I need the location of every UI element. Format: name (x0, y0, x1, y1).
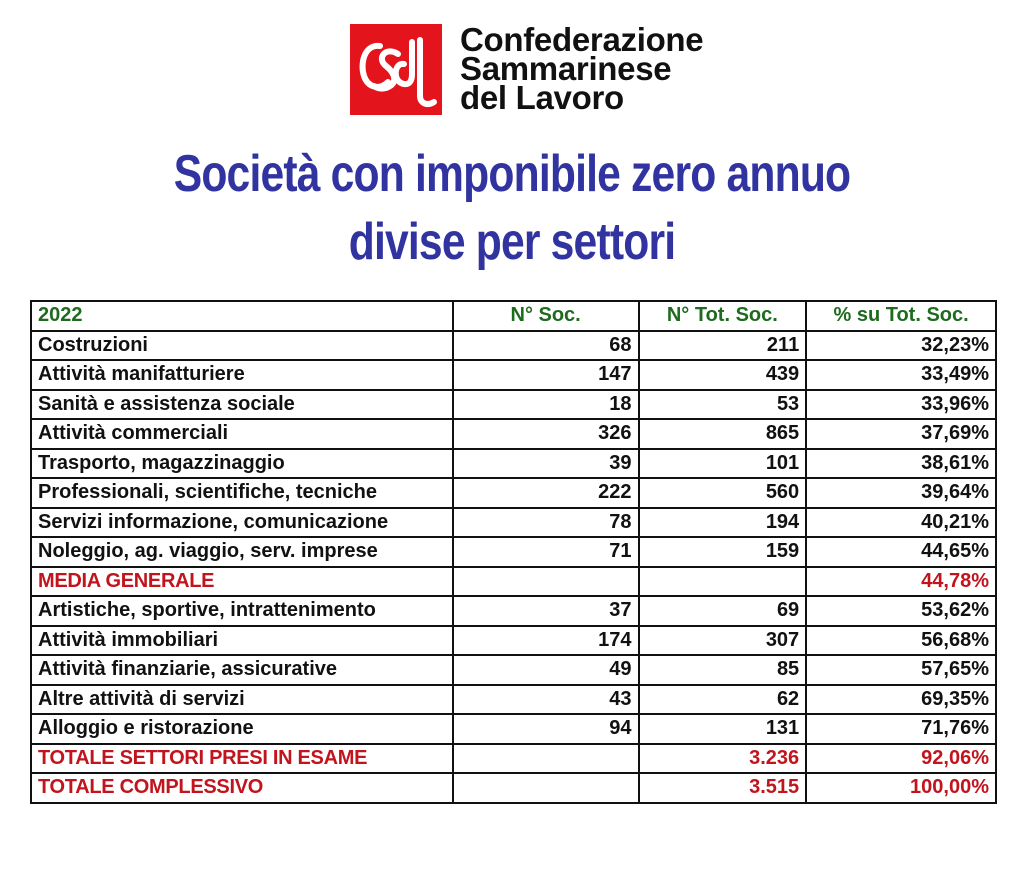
row-n-tot-soc (639, 567, 807, 597)
row-n-soc: 18 (453, 390, 639, 420)
title-line-1: Società con imponibile zero annuo (173, 145, 851, 203)
organization-name (460, 21, 704, 116)
row-n-tot-soc: 69 (639, 596, 807, 626)
row-n-tot-soc: 307 (639, 626, 807, 656)
row-n-tot-soc: 53 (639, 390, 807, 420)
header-year: 2022 (31, 301, 453, 331)
row-label: Sanità e assistenza sociale (31, 390, 453, 420)
row-n-soc (453, 567, 639, 597)
row-n-tot-soc: 865 (639, 419, 807, 449)
row-pct-tot-soc: 69,35% (806, 685, 996, 715)
row-label: Altre attività di servizi (31, 685, 453, 715)
row-n-tot-soc: 62 (639, 685, 807, 715)
row-n-soc: 326 (453, 419, 639, 449)
row-pct-tot-soc: 71,76% (806, 714, 996, 744)
row-n-soc: 49 (453, 655, 639, 685)
row-pct-tot-soc: 56,68% (806, 626, 996, 656)
table-row (31, 567, 996, 597)
row-n-tot-soc: 101 (639, 449, 807, 479)
row-n-tot-soc: 560 (639, 478, 807, 508)
row-n-tot-soc: 194 (639, 508, 807, 538)
table-row (31, 449, 996, 479)
row-n-soc: 147 (453, 360, 639, 390)
row-n-tot-soc: 131 (639, 714, 807, 744)
csdl-logo-icon (350, 24, 442, 115)
table-row (31, 773, 996, 803)
table-body (31, 301, 996, 803)
table-row (31, 390, 996, 420)
row-n-tot-soc: 159 (639, 537, 807, 567)
row-pct-tot-soc: 100,00% (806, 773, 996, 803)
header-pct-tot-soc: % su Tot. Soc. (806, 301, 996, 331)
row-pct-tot-soc: 44,65% (806, 537, 996, 567)
row-label: TOTALE SETTORI PRESI IN ESAME (31, 744, 453, 774)
row-label: Attività finanziarie, assicurative (31, 655, 453, 685)
row-n-soc: 43 (453, 685, 639, 715)
row-label: Costruzioni (31, 331, 453, 361)
row-label: Trasporto, magazzinaggio (31, 449, 453, 479)
row-label: MEDIA GENERALE (31, 567, 453, 597)
row-n-tot-soc: 439 (639, 360, 807, 390)
table-row (31, 596, 996, 626)
row-label: TOTALE COMPLESSIVO (31, 773, 453, 803)
row-pct-tot-soc: 92,06% (806, 744, 996, 774)
row-n-soc: 37 (453, 596, 639, 626)
title-line-2: divise per settori (348, 213, 676, 271)
header (350, 21, 770, 116)
row-pct-tot-soc: 44,78% (806, 567, 996, 597)
table-header-row (31, 301, 996, 331)
row-label: Attività commerciali (31, 419, 453, 449)
table-row (31, 508, 996, 538)
table-row (31, 744, 996, 774)
row-pct-tot-soc: 57,65% (806, 655, 996, 685)
row-n-tot-soc: 3.515 (639, 773, 807, 803)
org-name-line-2: Sammarinese (460, 50, 672, 87)
logo-mark (350, 24, 442, 115)
table-row (31, 331, 996, 361)
row-label: Servizi informazione, comunicazione (31, 508, 453, 538)
row-n-soc: 222 (453, 478, 639, 508)
row-pct-tot-soc: 33,96% (806, 390, 996, 420)
row-pct-tot-soc: 39,64% (806, 478, 996, 508)
sector-table (30, 300, 997, 804)
row-n-tot-soc: 3.236 (639, 744, 807, 774)
header-n-soc: N° Soc. (453, 301, 639, 331)
row-n-soc: 71 (453, 537, 639, 567)
org-name-line-3: del Lavoro (460, 79, 624, 116)
row-label: Artistiche, sportive, intrattenimento (31, 596, 453, 626)
row-pct-tot-soc: 37,69% (806, 419, 996, 449)
row-label: Professionali, scientifiche, tecniche (31, 478, 453, 508)
row-n-tot-soc: 211 (639, 331, 807, 361)
row-n-soc: 68 (453, 331, 639, 361)
row-label: Attività immobiliari (31, 626, 453, 656)
table-row (31, 714, 996, 744)
row-pct-tot-soc: 53,62% (806, 596, 996, 626)
row-pct-tot-soc: 33,49% (806, 360, 996, 390)
row-n-soc: 39 (453, 449, 639, 479)
table-row (31, 360, 996, 390)
row-label: Alloggio e ristorazione (31, 714, 453, 744)
org-name-line-1: Confederazione (460, 21, 704, 58)
row-n-soc (453, 744, 639, 774)
header-n-tot-soc: N° Tot. Soc. (639, 301, 807, 331)
row-label: Attività manifatturiere (31, 360, 453, 390)
row-n-tot-soc: 85 (639, 655, 807, 685)
table-row (31, 626, 996, 656)
row-n-soc: 78 (453, 508, 639, 538)
table-row (31, 419, 996, 449)
row-pct-tot-soc: 40,21% (806, 508, 996, 538)
row-pct-tot-soc: 38,61% (806, 449, 996, 479)
table-row (31, 685, 996, 715)
row-n-soc: 94 (453, 714, 639, 744)
table-row (31, 655, 996, 685)
table-row (31, 478, 996, 508)
row-label: Noleggio, ag. viaggio, serv. imprese (31, 537, 453, 567)
row-n-soc: 174 (453, 626, 639, 656)
table-row (31, 537, 996, 567)
row-n-soc (453, 773, 639, 803)
page-title (0, 140, 1024, 276)
row-pct-tot-soc: 32,23% (806, 331, 996, 361)
